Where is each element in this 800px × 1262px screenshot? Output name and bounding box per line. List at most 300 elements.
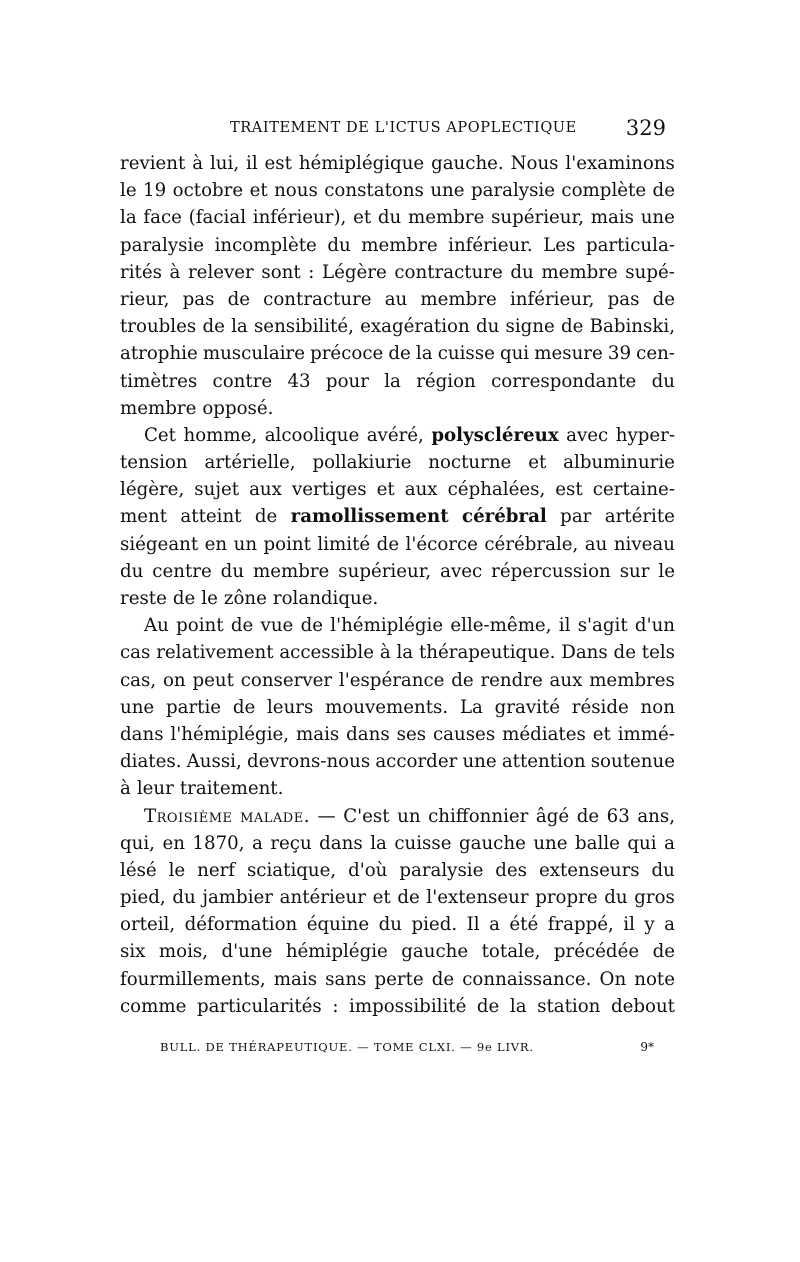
word: soutenue bbox=[590, 751, 675, 773]
word: répercussion bbox=[491, 560, 611, 582]
word: inférieur. bbox=[448, 234, 533, 256]
word: une bbox=[533, 832, 568, 854]
word: timètres bbox=[120, 370, 198, 392]
text-line bbox=[120, 422, 675, 449]
word: dans bbox=[346, 723, 390, 745]
word: nocturne bbox=[428, 452, 512, 474]
word: on bbox=[162, 669, 186, 691]
word: limité bbox=[317, 533, 371, 555]
word: d'où bbox=[348, 859, 388, 881]
text-line bbox=[120, 612, 675, 639]
text-line bbox=[120, 476, 675, 503]
word: pied, bbox=[120, 887, 166, 909]
word: incomplète bbox=[214, 234, 317, 256]
word: traitement. bbox=[179, 778, 284, 800]
word: diates. bbox=[120, 751, 182, 773]
word: sensibilité, bbox=[253, 316, 354, 338]
word: Dans bbox=[561, 642, 608, 664]
text-line bbox=[120, 775, 675, 802]
word: et bbox=[376, 479, 395, 501]
word: antérieur bbox=[279, 887, 366, 909]
word: du bbox=[377, 207, 402, 229]
word: relativement bbox=[156, 642, 274, 664]
word: alcoolique bbox=[264, 424, 360, 446]
word: il bbox=[246, 153, 258, 174]
word: ment bbox=[120, 506, 168, 528]
word: avéré, bbox=[366, 424, 424, 446]
word: une bbox=[120, 696, 155, 718]
word: l'examinons bbox=[565, 153, 675, 174]
word: membre bbox=[541, 261, 618, 283]
word: lésé bbox=[120, 859, 157, 881]
word: membre bbox=[420, 288, 497, 310]
word: rités bbox=[120, 261, 162, 283]
text-line bbox=[120, 993, 675, 1020]
word: et bbox=[592, 723, 611, 745]
word: certaine- bbox=[592, 479, 675, 501]
word: en bbox=[204, 533, 228, 555]
word: à bbox=[379, 642, 391, 664]
word: le bbox=[168, 859, 186, 881]
word: reçu bbox=[270, 832, 312, 854]
word: troubles bbox=[120, 316, 197, 338]
word: et bbox=[372, 887, 391, 909]
word: tels bbox=[641, 642, 675, 664]
word: a bbox=[489, 914, 500, 936]
word: correspondante bbox=[491, 370, 637, 392]
word: de bbox=[172, 588, 196, 609]
word: cas, bbox=[120, 669, 157, 691]
signature-mark: 9* bbox=[640, 1040, 654, 1054]
word: leurs bbox=[266, 696, 314, 718]
word: rolandique. bbox=[272, 588, 379, 609]
text-line bbox=[120, 694, 675, 721]
word: du bbox=[651, 859, 675, 881]
word: cen- bbox=[636, 343, 675, 365]
word: a bbox=[664, 914, 675, 936]
word: et bbox=[249, 180, 268, 202]
word: l'espérance bbox=[338, 669, 445, 691]
word: la bbox=[415, 343, 433, 365]
word: de bbox=[388, 343, 411, 365]
word: note bbox=[634, 968, 675, 990]
text-line bbox=[120, 667, 675, 694]
word: leur bbox=[136, 778, 174, 800]
text-line bbox=[120, 938, 675, 965]
word: cuisse bbox=[394, 832, 452, 854]
text-line bbox=[120, 585, 675, 612]
word: un bbox=[233, 533, 258, 555]
word: de bbox=[254, 506, 278, 528]
word: mais bbox=[295, 723, 340, 745]
word: précoce bbox=[310, 343, 384, 365]
word: cérébral bbox=[462, 506, 547, 528]
word: et bbox=[528, 452, 547, 474]
text-line bbox=[120, 531, 675, 558]
body-text bbox=[120, 150, 675, 1020]
word: contracture bbox=[263, 288, 372, 310]
word: rieur, bbox=[120, 288, 170, 310]
text-line bbox=[120, 449, 675, 476]
word: dans bbox=[120, 723, 164, 745]
word: de bbox=[232, 696, 256, 718]
text-line bbox=[120, 503, 675, 530]
word: aux bbox=[249, 479, 282, 501]
word: particularités bbox=[196, 995, 322, 1017]
word: constatons bbox=[324, 180, 424, 202]
word: de bbox=[561, 316, 584, 338]
word: six bbox=[120, 941, 146, 963]
text-line bbox=[120, 368, 675, 395]
word: thérapeutique. bbox=[418, 642, 556, 664]
word: de bbox=[397, 887, 420, 909]
running-head bbox=[118, 116, 678, 146]
word: exagération bbox=[360, 316, 470, 338]
text-line bbox=[120, 204, 675, 231]
word: atrophie bbox=[120, 343, 198, 365]
text-line bbox=[120, 721, 675, 748]
page-footer bbox=[160, 1040, 654, 1060]
word: Nous bbox=[510, 153, 559, 174]
word: conserver bbox=[240, 669, 333, 691]
word: : bbox=[308, 261, 315, 283]
word: la bbox=[509, 995, 527, 1017]
word: lui, bbox=[209, 153, 240, 174]
text-line bbox=[120, 639, 675, 666]
word: gauche bbox=[458, 832, 526, 854]
word: pollakiurie bbox=[312, 452, 412, 474]
word: sujet bbox=[194, 479, 240, 501]
word: totale, bbox=[481, 941, 541, 963]
word: accessible bbox=[279, 642, 375, 664]
word: Il bbox=[466, 914, 480, 936]
word: hémiplégique bbox=[298, 153, 425, 174]
text-line bbox=[120, 558, 675, 585]
word: point bbox=[263, 533, 311, 555]
word: au bbox=[584, 533, 608, 555]
word: pas bbox=[607, 288, 640, 310]
word: gros bbox=[634, 887, 675, 909]
word: contre bbox=[212, 370, 273, 392]
word: légère, bbox=[120, 479, 185, 501]
word: rendre bbox=[480, 669, 543, 691]
text-line bbox=[120, 259, 675, 286]
word: inférieur), bbox=[252, 207, 347, 229]
word: paralysie bbox=[399, 859, 484, 881]
word: membre bbox=[407, 207, 485, 229]
word: Cet bbox=[144, 424, 176, 446]
word: peut bbox=[192, 669, 234, 691]
word: elle-même, bbox=[450, 615, 552, 637]
word: albuminurie bbox=[563, 452, 675, 474]
word: de bbox=[431, 968, 455, 990]
word: 63 bbox=[606, 805, 630, 827]
word: connaissance. bbox=[462, 968, 592, 990]
word: d'une bbox=[221, 941, 273, 963]
word: impossibilité bbox=[349, 995, 467, 1017]
word: au bbox=[384, 288, 408, 310]
word: de bbox=[230, 615, 254, 637]
word: perte bbox=[374, 968, 424, 990]
word: particula- bbox=[585, 234, 675, 256]
word: cuisse bbox=[437, 343, 495, 365]
word: pas bbox=[182, 288, 215, 310]
word: sans bbox=[325, 968, 367, 990]
word: immé- bbox=[617, 723, 675, 745]
word: devrons-nous bbox=[246, 751, 371, 773]
word: membres bbox=[589, 669, 675, 691]
word: réside bbox=[571, 696, 629, 718]
word: du bbox=[510, 261, 534, 283]
footer-text: BULL. DE THÉRAPEUTIQUE. — TOME CLXI. — 9e LIVR. bbox=[160, 1040, 534, 1054]
word: homme, bbox=[183, 424, 258, 446]
running-title: TRAITEMENT DE L'ICTUS APOPLECTIQUE bbox=[230, 120, 577, 136]
word: cas bbox=[120, 642, 151, 664]
word: cérébrale, bbox=[484, 533, 579, 555]
word: siégeant bbox=[120, 533, 199, 555]
word: s'agit bbox=[577, 615, 628, 637]
word: pied. bbox=[411, 914, 458, 936]
word: gauche bbox=[401, 941, 469, 963]
word: face bbox=[143, 207, 182, 229]
word: La bbox=[459, 696, 483, 718]
word: musculaire bbox=[202, 343, 305, 365]
word: est bbox=[555, 479, 583, 501]
word: gauche. bbox=[431, 153, 504, 174]
text-line bbox=[120, 177, 675, 204]
word: de bbox=[376, 533, 400, 555]
word: atteint bbox=[180, 506, 242, 528]
word: propre bbox=[535, 887, 598, 909]
word: avec bbox=[440, 560, 483, 582]
word: équine bbox=[306, 914, 370, 936]
word: le bbox=[120, 180, 137, 202]
word: complète bbox=[561, 180, 647, 202]
text-line bbox=[120, 748, 675, 775]
word: accorder bbox=[375, 751, 458, 773]
word: 19 bbox=[143, 180, 167, 202]
word: sur bbox=[619, 560, 650, 582]
word: mois, bbox=[158, 941, 209, 963]
word: précédée bbox=[553, 941, 640, 963]
word: de bbox=[227, 288, 251, 310]
word: un bbox=[397, 805, 421, 827]
word: est bbox=[264, 153, 292, 174]
word: sciatique, bbox=[246, 859, 337, 881]
word: de bbox=[613, 642, 636, 664]
word: gravité bbox=[494, 696, 560, 718]
word: mais bbox=[273, 968, 318, 990]
word: l'hémiplégie bbox=[330, 615, 444, 637]
word: nerf bbox=[197, 859, 236, 881]
word: qui bbox=[499, 343, 530, 365]
word: et bbox=[353, 207, 372, 229]
word: a bbox=[251, 832, 263, 854]
word: d'un bbox=[634, 615, 675, 637]
word: inférieur, bbox=[509, 288, 595, 310]
word: non bbox=[640, 696, 675, 718]
word: la bbox=[396, 642, 414, 664]
word: point bbox=[176, 615, 224, 637]
word: mouvements. bbox=[325, 696, 449, 718]
word: déformation bbox=[184, 914, 298, 936]
word: dans bbox=[319, 832, 363, 854]
word: il bbox=[558, 615, 571, 637]
word: Aussi, bbox=[186, 751, 242, 773]
word: du bbox=[378, 914, 402, 936]
word: le bbox=[201, 588, 218, 609]
word: du bbox=[651, 370, 675, 392]
text-line bbox=[120, 313, 675, 340]
word: octobre bbox=[172, 180, 244, 202]
word: sont bbox=[261, 261, 301, 283]
word: causes bbox=[432, 723, 496, 745]
word: contracture bbox=[394, 261, 503, 283]
text-line bbox=[120, 395, 675, 422]
word: 1870, bbox=[192, 832, 245, 854]
word: de bbox=[652, 288, 675, 310]
word: paralysie bbox=[120, 234, 205, 256]
word: signe bbox=[505, 316, 555, 338]
word: : bbox=[332, 995, 339, 1017]
word: artérite bbox=[604, 506, 675, 528]
word: une bbox=[462, 751, 497, 773]
word: hémiplégie bbox=[285, 941, 388, 963]
word: zône bbox=[223, 588, 267, 609]
word: ans, bbox=[637, 805, 675, 827]
word: nous bbox=[274, 180, 318, 202]
page-number: 329 bbox=[625, 116, 666, 140]
text-line bbox=[120, 232, 675, 259]
word: extenseurs bbox=[538, 859, 640, 881]
word: niveau bbox=[613, 533, 675, 555]
word: une bbox=[430, 180, 465, 202]
word: du bbox=[475, 316, 500, 338]
word: région bbox=[416, 370, 476, 392]
word: l'écorce bbox=[405, 533, 478, 555]
word: relever bbox=[187, 261, 254, 283]
word: partie bbox=[165, 696, 222, 718]
word: fourmillements, bbox=[120, 968, 266, 990]
word: (facial bbox=[188, 207, 247, 229]
text-line bbox=[120, 911, 675, 938]
word: de bbox=[202, 316, 225, 338]
word: mesure bbox=[534, 343, 603, 365]
word: aux bbox=[549, 669, 583, 691]
word: balle bbox=[575, 832, 620, 854]
word: il bbox=[623, 914, 635, 936]
word: qui bbox=[627, 832, 657, 854]
word: du bbox=[120, 560, 144, 582]
word: mais bbox=[590, 207, 634, 229]
text-line bbox=[120, 150, 675, 177]
word: le bbox=[658, 560, 675, 582]
word: paralysie bbox=[470, 180, 555, 202]
word: malade. bbox=[240, 805, 310, 827]
word: à bbox=[120, 778, 131, 800]
word: été bbox=[509, 914, 539, 936]
word: qui, bbox=[120, 832, 155, 854]
word: la bbox=[384, 370, 401, 392]
word: de bbox=[576, 805, 600, 827]
word: 39 bbox=[607, 343, 632, 365]
word: orteil, bbox=[120, 914, 176, 936]
word: supérieur, bbox=[338, 560, 432, 582]
word: C'est bbox=[343, 805, 390, 827]
word: centre bbox=[152, 560, 212, 582]
word: Au bbox=[144, 615, 169, 637]
word: de bbox=[300, 615, 323, 637]
word: âgé bbox=[535, 805, 570, 827]
word: vertiges bbox=[291, 479, 367, 501]
word: la bbox=[120, 207, 137, 229]
word: station bbox=[537, 995, 601, 1017]
word: de bbox=[476, 995, 500, 1017]
word: de bbox=[652, 180, 675, 202]
word: artérielle, bbox=[204, 452, 296, 474]
word: de bbox=[451, 669, 474, 691]
text-line bbox=[120, 340, 675, 367]
word: l'hémiplégie, bbox=[170, 723, 290, 745]
word: Troisième bbox=[144, 805, 233, 827]
word: polyscléreux bbox=[431, 424, 559, 446]
text-line bbox=[120, 884, 675, 911]
word: membre bbox=[252, 560, 330, 582]
text-line bbox=[120, 857, 675, 884]
word: frappé, bbox=[547, 914, 614, 936]
word: la bbox=[231, 316, 248, 338]
word: revient bbox=[120, 153, 186, 174]
word: membre bbox=[120, 397, 197, 419]
word: hyper- bbox=[615, 424, 675, 446]
word: l'extenseur bbox=[426, 887, 529, 909]
word: 43 bbox=[287, 370, 311, 392]
word: à bbox=[169, 261, 181, 283]
text-line bbox=[120, 286, 675, 313]
word: en bbox=[162, 832, 185, 854]
word: ramollissement bbox=[290, 506, 449, 528]
word: reste bbox=[120, 588, 167, 609]
word: vue bbox=[260, 615, 294, 637]
word: médiates bbox=[502, 723, 586, 745]
word: du bbox=[220, 560, 245, 582]
text-line bbox=[120, 803, 675, 830]
word: On bbox=[599, 968, 627, 990]
word: céphalées, bbox=[447, 479, 546, 501]
word: du bbox=[604, 887, 628, 909]
word: debout bbox=[610, 995, 675, 1017]
word: chiffonnier bbox=[428, 805, 529, 827]
word: Légère bbox=[322, 261, 387, 283]
word: par bbox=[560, 506, 592, 528]
word: Babinski, bbox=[589, 316, 675, 338]
word: tension bbox=[120, 452, 188, 474]
word: jambier bbox=[202, 887, 273, 909]
word: aux bbox=[404, 479, 438, 501]
word: a bbox=[664, 832, 675, 854]
word: des bbox=[495, 859, 528, 881]
word: attention bbox=[501, 751, 586, 773]
word: supérieur, bbox=[491, 207, 584, 229]
word: de bbox=[652, 941, 675, 963]
word: membre bbox=[361, 234, 438, 256]
word: — bbox=[317, 805, 336, 827]
word: une bbox=[640, 207, 675, 229]
word: Les bbox=[543, 234, 576, 256]
word: la bbox=[370, 832, 387, 854]
word: supé- bbox=[625, 261, 675, 283]
word: du bbox=[327, 234, 351, 256]
